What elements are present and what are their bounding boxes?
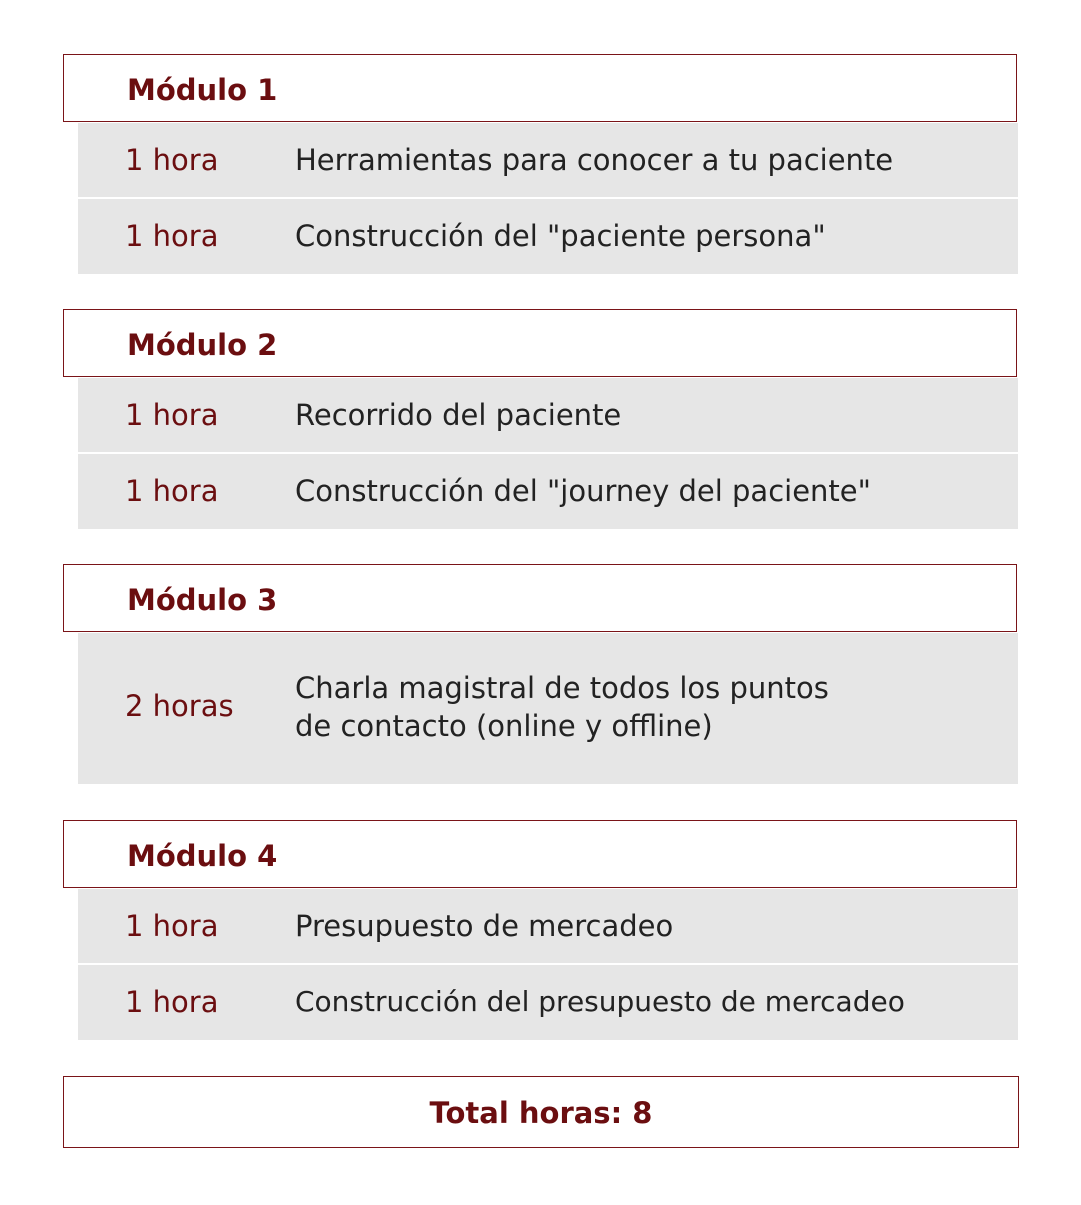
table-row [78,199,1018,274]
row-duration: 1 hora [125,985,219,1019]
table-row [78,965,1018,1040]
row-duration: 1 hora [125,474,219,508]
row-topic: Construcción del presupuesto de mercadeo [295,985,905,1018]
row-topic: Herramientas para conocer a tu paciente [295,143,894,177]
module-4-header [63,820,1017,888]
module-4-title: Módulo 4 [127,839,278,873]
row-topic-line-2: de contacto (online y offline) [295,709,713,743]
row-duration: 1 hora [125,143,219,177]
row-duration: 2 horas [125,689,234,723]
row-duration: 1 hora [125,398,219,432]
module-1-title: Módulo 1 [127,73,278,107]
module-2-header [63,309,1017,377]
row-duration: 1 hora [125,909,219,943]
total-hours: Total horas: 8 [63,1076,1019,1148]
table-row [78,454,1018,529]
table-row [78,633,1018,784]
row-topic: Recorrido del paciente [295,398,622,432]
row-topic-line-1: Charla magistral de todos los puntos [295,671,829,705]
module-3-title: Módulo 3 [127,583,278,617]
module-2-title: Módulo 2 [127,328,278,362]
row-topic: Presupuesto de mercadeo [295,909,674,943]
module-3-header [63,564,1017,632]
table-row [78,123,1018,197]
table-row [78,378,1018,452]
row-duration: 1 hora [125,219,219,253]
module-1-header [63,54,1017,122]
row-topic: Construcción del "journey del paciente" [295,474,871,508]
table-row [78,889,1018,963]
row-topic: Construcción del "paciente persona" [295,219,826,253]
